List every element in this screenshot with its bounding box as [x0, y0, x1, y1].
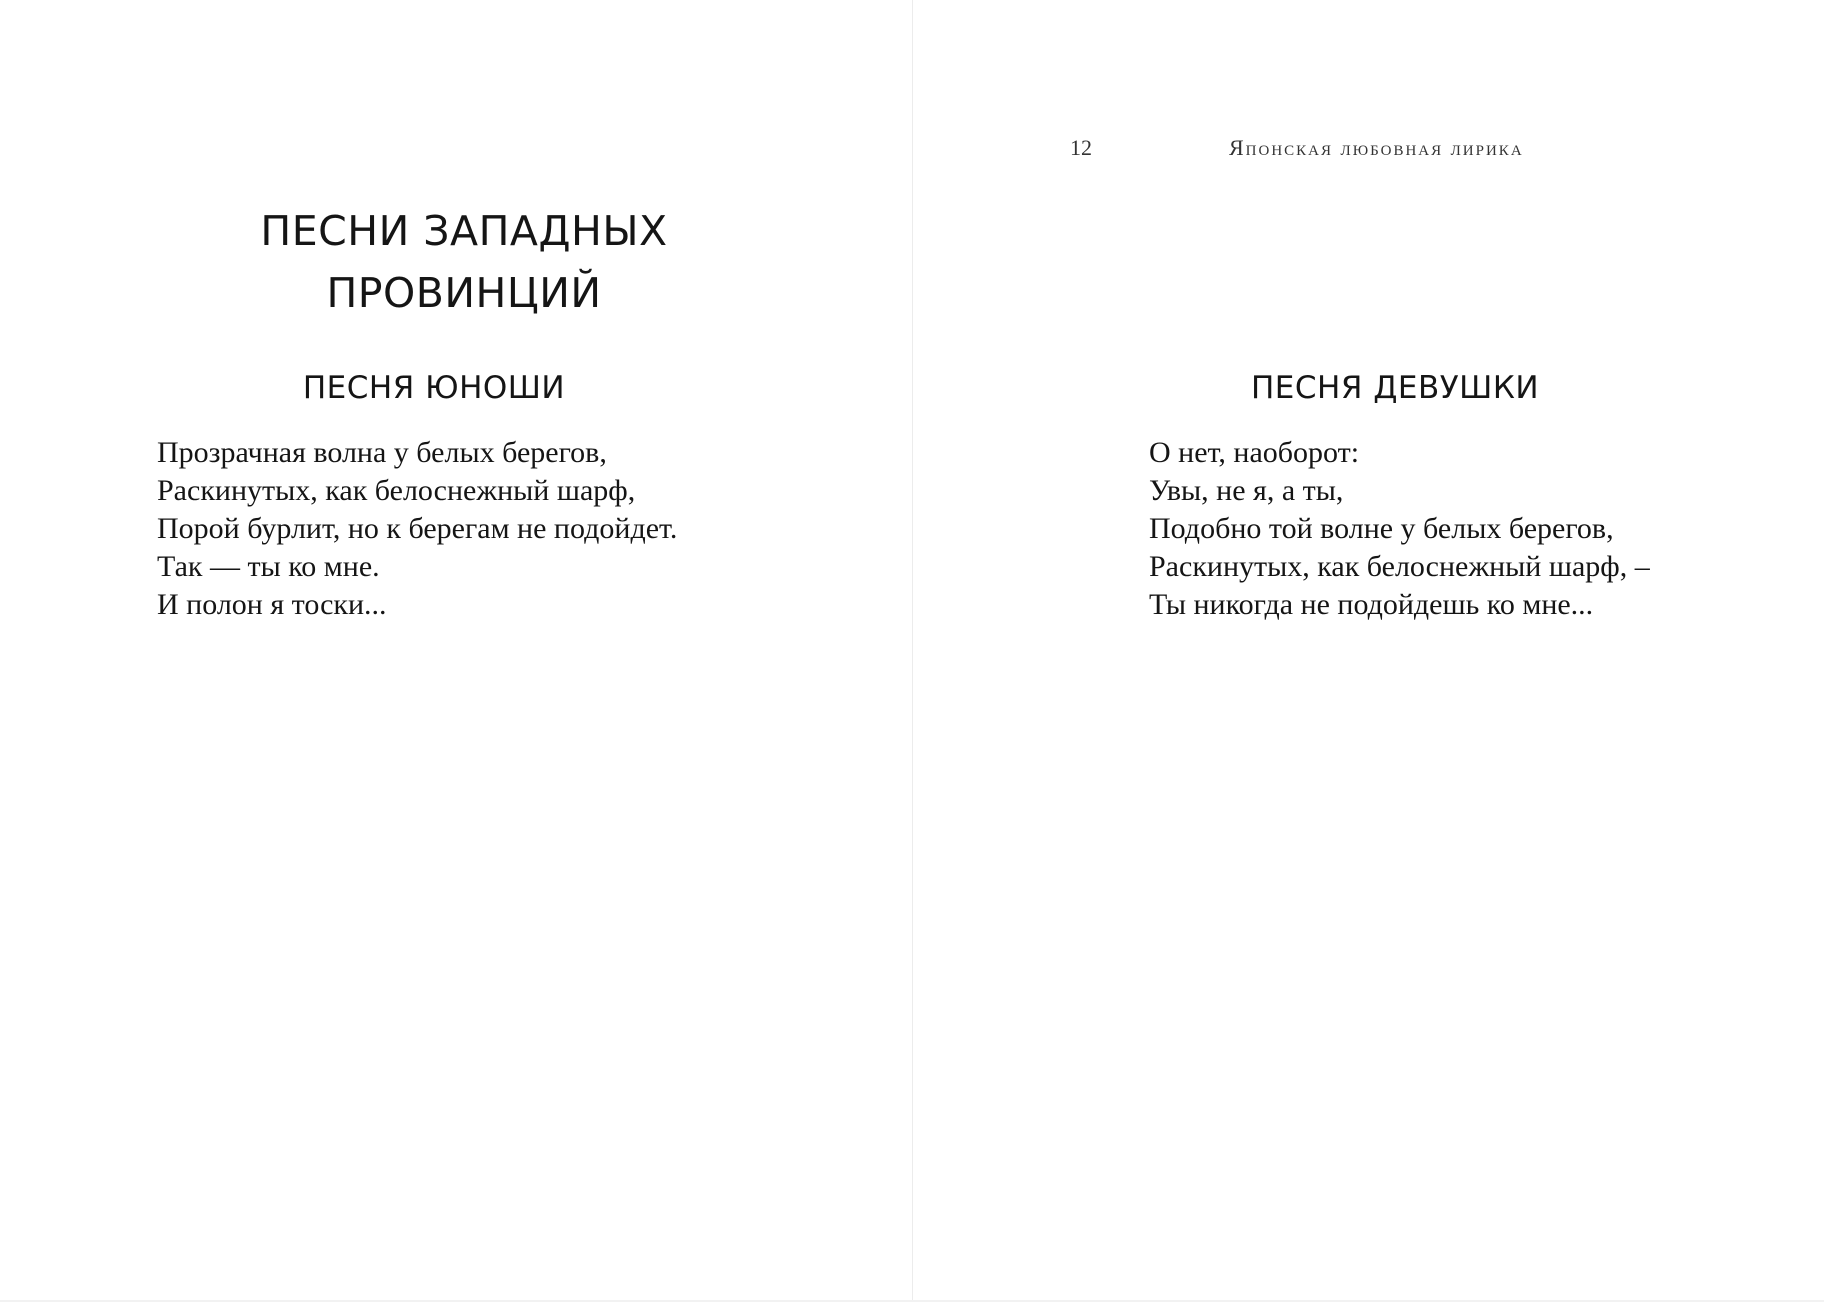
verse-line: Прозрачная волна у белых берегов,: [157, 436, 607, 469]
verse-line: О нет, наоборот:: [1149, 436, 1360, 469]
verse-line: Порой бурлит, но к берегам не подойдет.: [157, 512, 678, 545]
verse-line: И полон я тоски...: [157, 588, 387, 621]
verse-maiden: [1149, 434, 1650, 624]
running-head-title: Японская любовная лирика: [1229, 135, 1524, 160]
verse-line: Так — ты ко мне.: [157, 550, 380, 583]
section-title: [0, 200, 928, 324]
verse-line: Подобно той волне у белых берегов,: [1149, 512, 1614, 545]
right-page: [913, 0, 1824, 1302]
verse-line: Раскинутых, как белоснежный шарф, –: [1149, 550, 1650, 583]
poem-title-youth: ПЕСНЯ ЮНОШИ: [302, 370, 566, 406]
section-title-line-1: ПЕСНИ ЗАПАДНЫХ: [260, 207, 668, 255]
verse-line: Увы, не я, а ты,: [1149, 474, 1344, 507]
verse-line: Ты никогда не подойдешь ко мне...: [1149, 588, 1594, 621]
verse-youth: [157, 434, 677, 624]
page-number: 12: [1070, 135, 1092, 160]
running-head: [913, 134, 1824, 164]
verse-line: Раскинутых, как белоснежный шарф,: [157, 474, 636, 507]
poem-title-maiden: ПЕСНЯ ДЕВУШКИ: [1250, 370, 1540, 406]
section-title-line-2: ПРОВИНЦИЙ: [326, 269, 602, 317]
